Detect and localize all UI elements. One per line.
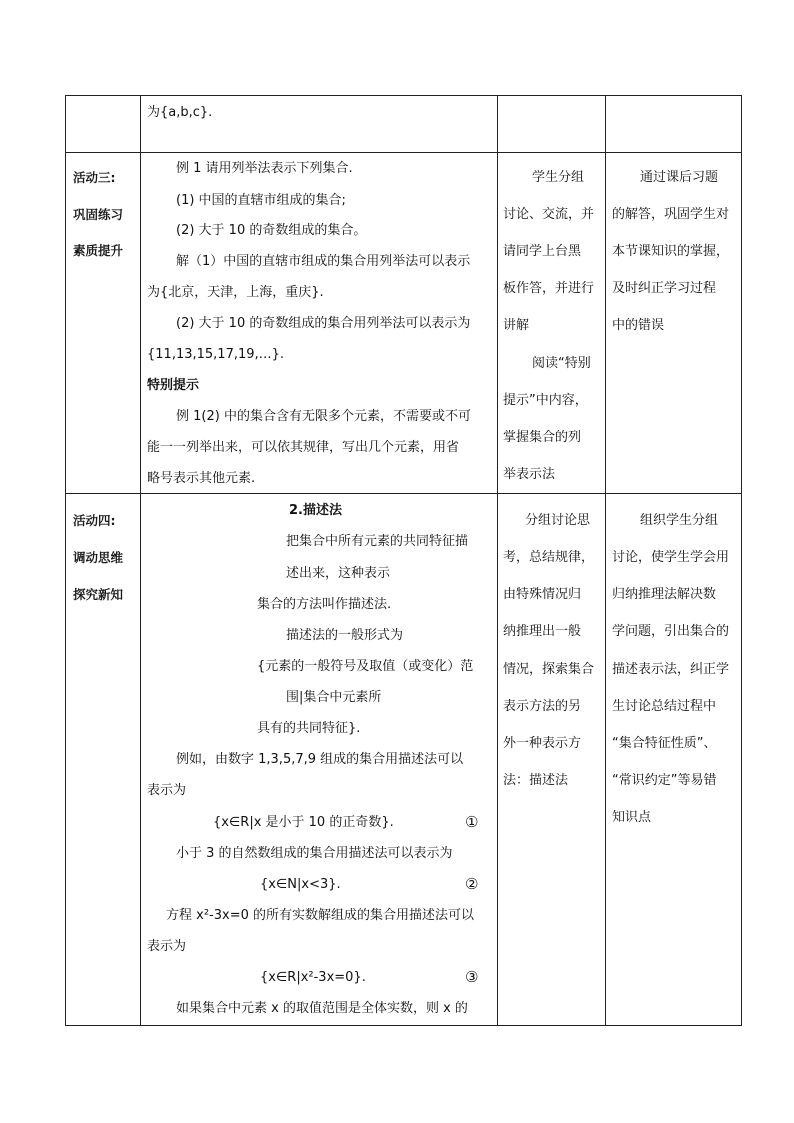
content-line: 例 1(2) 中的集合含有无限多个元素，不需要或不可 — [176, 409, 471, 424]
content-line: 表示为 — [147, 783, 187, 798]
column-divider — [497, 96, 498, 1025]
content-line: (2) 大于 10 的奇数组成的集合用列举法可以表示为 — [176, 316, 471, 331]
equation-number: ② — [465, 875, 479, 893]
equation-number: ① — [465, 813, 479, 831]
content-line: 述出来，这种表示 — [286, 566, 391, 581]
content-line: 小于 3 的自然数组成的集合用描述法可以表示为 — [176, 846, 453, 861]
content-line: (1) 中国的直辖市组成的集合; — [176, 193, 346, 208]
content-line: {11,13,15,17,19,…}. — [147, 347, 285, 362]
equation-number: ③ — [465, 968, 479, 986]
column-divider — [140, 96, 141, 1025]
content-line: 表示为 — [147, 939, 187, 954]
content-line: 例如，由数字 1,3,5,7,9 组成的集合用描述法可以 — [176, 752, 464, 767]
content-line: 为{北京，天津，上海，重庆}. — [147, 285, 324, 300]
content-line: 具有的共同特征}. — [257, 721, 361, 736]
content-line: 能一一列举出来，可以依其规律，写出几个元素，用省 — [147, 440, 460, 455]
formula-line: {x∈R|x 是小于 10 的正奇数}. — [213, 815, 394, 830]
column-divider — [605, 96, 606, 1025]
formula-line: {x∈R|x²-3x=0}. — [260, 970, 366, 985]
content-line: 解（1）中国的直辖市组成的集合用列举法可以表示 — [176, 254, 471, 269]
content-line: (2) 大于 10 的奇数组成的集合。 — [176, 223, 367, 238]
content-line: 围|集合中元素所 — [286, 690, 382, 705]
row0-content-line: 为{a,b,c}. — [147, 105, 213, 120]
content-line: 描述法的一般形式为 — [286, 628, 404, 643]
row-divider — [66, 493, 741, 494]
formula-line: {x∈N|x<3}. — [260, 877, 341, 892]
content-line: 把集合中所有元素的共同特征描 — [286, 534, 469, 549]
special-note-heading: 特别提示 — [147, 378, 200, 393]
example-heading: 例 1 请用列举法表示下列集合. — [176, 161, 353, 176]
row-divider — [66, 152, 741, 153]
content-line: 如果集合中元素 x 的取值范围是全体实数，则 x 的 — [176, 1001, 468, 1016]
section-heading: 2.描述法 — [289, 503, 342, 518]
content-line: 方程 x²-3x=0 的所有实数解组成的集合用描述法可以 — [166, 908, 474, 923]
content-line: 略号表示其他元素. — [147, 471, 256, 486]
content-line: {元素的一般符号及取值（或变化）范 — [257, 659, 474, 674]
content-line: 集合的方法叫作描述法. — [257, 597, 392, 612]
